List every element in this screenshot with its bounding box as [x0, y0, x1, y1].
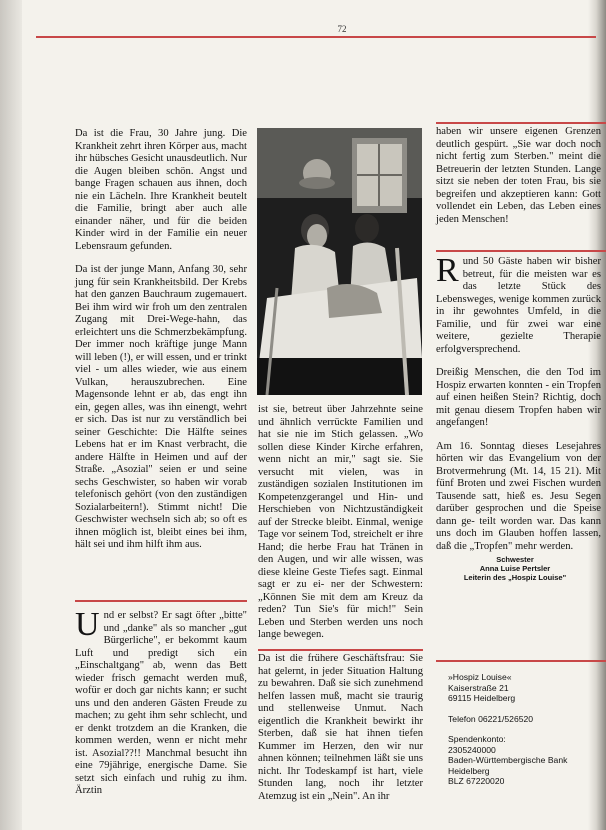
section-rule: [436, 122, 606, 124]
signature-line: Schwester: [496, 555, 534, 564]
page-number: 72: [337, 24, 347, 34]
address-box: [448, 672, 598, 787]
paragraph: Und er selbst? Er sagt öfter „bitte" und „danke" als so mancher „gut Bürgerliche", er bekommt kaum Luft und predigt sich ein „Einschaltgang" ab, wenn das Bett wieder frisch gemacht werden muß, wofür er doch gar nichts kann; er sucht uns und den anderen Gästen Freude zu machen; zu geht ihm sehr schlecht, und er denkt trotzdem an die Kranken, die kommen werden, wenn er nicht mehr ist. Asozial??!! Manchmal besucht ihn eine 79jährige, energische Dame. Sie setzt sich einfach und ruhig zu ihm. Ärztin: [75, 606, 247, 796]
column-left-lower: [75, 606, 247, 825]
header-rule: [36, 36, 596, 38]
paragraph: Da ist der junge Mann, Anfang 30, sehr jung für sein Krankheitsbild. Der Krebs hat den ganzen Bauchraum zugemauert. Bei ihm wird wir froh um den zentralen Zugang mit Drei-Wege-hahn, das erleichtert uns die Schmerzbekämpfung. Der immer noch kräftige junge Mann will leben (!), er will essen, und er trinkt viel - um alles wieder, wie aus einem Vulkan, herauszubrechen. Eine Magensonde lehnt er ab, das engt ihn ein, gegen alles, was ihn einengt, wehrt er sich. Das ist nur zu verständlich bei seiner Geschichte: Die Hälfte seines Lebens hat er im Knast verbracht, die andere Hälfte in Heimen und auf der Straße. „Asozial" seien er und seine sechs Geschwister, so haben wir vorab telefonisch gehört (von den zuständigen Sozialarbeitern!). Stimmt nicht! Die Geschwister wechseln sich ab; so oft es ihnen möglich ist, bleibt eines bei ihm, hält sei und ihm hilft ihm aus.: [75, 264, 247, 550]
address-rule: [436, 660, 606, 662]
column-right-lower: [436, 252, 601, 552]
column-middle: [258, 404, 423, 648]
paragraph: Da ist die frühere Geschäftsfrau: Sie hat gelernt, in jeder Situation Haltung zu bewahren. Daß sie sich zunehmend helfen lassen muß, macht sie traurig und stellenweise Unmut. Nach eigentlich die Krankheit bewirkt ihr Sterben, daß sie hat ihnen tiefen Kummer im Herzen, den wir nur ahnen können; teilnehmen läßt sie uns nicht. Ihr Todeskampf ist hart, viele Stunden lang, noch ihr letzter Atemzug ist ein „Nein". An ihr: [258, 653, 423, 802]
author-signature: [440, 555, 590, 582]
signature-line: Anna Luise Pertsler: [479, 564, 551, 573]
paragraph: Da ist die Frau, 30 Jahre jung. Die Krankheit zehrt ihren Körper aus, macht ihr hübsches Gesicht unausdeutlich. Nur die Augen bleiben schön. Angst und bange Fragen schauen aus ihnen, doch nie ein Lächeln. Ihre Krankheit beutelt die Familie, bringt aber auch alle einander näher, und für die beiden Kinder wird in der Familie ein neuer Lebensraum gefunden.: [75, 128, 247, 252]
hospice-photo: [257, 128, 422, 395]
bank-code: BLZ 67220020: [448, 776, 505, 786]
column-left: [75, 128, 247, 593]
section-rule: [75, 600, 247, 602]
section-rule: [436, 250, 606, 252]
paragraph: ist sie, betreut über Jahrzehnte seine und ähnlich verrückte Familien und hat sie nie im Stich gelassen. „Wo sollen diese Kinder Kirche erfahren, wenn nicht an mir," sagt sie. Sie versucht mit vielen, was in zuständigen sozialen Institutionen im Kompetenzgerangel und Hin- und Herschieben von Nichtzuständigkeit auf der Strecke bleibt. Einmal, wenige Tage vor seinem Tod, streichelt er ihre Hand; die herbe Frau hat Tränen in den Augen, und wir alle wissen, was diese kleine Geste Tiefes sagt. Einmal sagt er zu ei- ner der Schwestern: „Können Sie mit dem am Kreuz da reden? Tun Sie's für mich!" Sein Leben und Sterben werden uns noch lange bewegen.: [258, 404, 423, 640]
paragraph: Rund 50 Gäste haben wir bisher betreut, für die meisten war es das letzte Stück des Lebensweges, wenige kommen zurück in ihr gewohntes Umfeld, in die Familie, und für zwei war eine weitere, gezielte Therapie erfolgversprechend.: [436, 252, 601, 355]
column-right: [436, 126, 601, 246]
drop-cap: R: [436, 252, 459, 289]
paragraph: Dreißig Menschen, die den Tod im Hospiz erwarten konnten - ein Tropfen auf einen heißen Stein? Richtig, doch mit genau diesem Tropfen haben wir angefangen!: [436, 367, 601, 428]
column-middle-lower: [258, 653, 423, 828]
page-gutter-shadow: [0, 0, 22, 830]
signature-line: Leiterin des „Hospiz Louise": [463, 573, 567, 582]
drop-cap: U: [75, 606, 100, 643]
bank-city: Heidelberg: [448, 765, 490, 776]
address-line: Kaiserstraße 21: [448, 682, 509, 693]
bank-title: Spendenkonto:: [448, 734, 506, 744]
bank-name: Baden-Württembergische Bank: [448, 755, 568, 765]
address-line: »Hospiz Louise«: [448, 672, 512, 682]
paragraph: haben wir unsere eigenen Grenzen deutlich gespürt. „Sie war doch noch nicht fertig zum Sterben." meint die Betreuerin der letzten Stunden. Lange sitzt sie neben der toten Frau, bis sie begreifen und akzeptieren kann: Gott vollendet ein Leben, das Leben eines jeden Menschen!: [436, 126, 601, 225]
photo-illustration: [257, 128, 422, 395]
section-rule: [258, 649, 423, 651]
address-line: 69115 Heidelberg: [448, 693, 516, 703]
paragraph: Am 16. Sonntag dieses Lesejahres hörten wir das Evangelium von der Brotvermehrung (Mt. 14, 15 21). Mit fünf Broten und zwei Fischen wurden Tausende satt, hieß es. Jesu Segen darüber gesprochen und die Speise dann ge- teilt worden war. Das kann uns doch im Glauben hoffen lassen, daß die „Tropfen" mehr werden.: [436, 440, 601, 552]
bank-account: 2305240000: [448, 744, 496, 755]
phone-line: Telefon 06221/526520: [448, 713, 534, 724]
